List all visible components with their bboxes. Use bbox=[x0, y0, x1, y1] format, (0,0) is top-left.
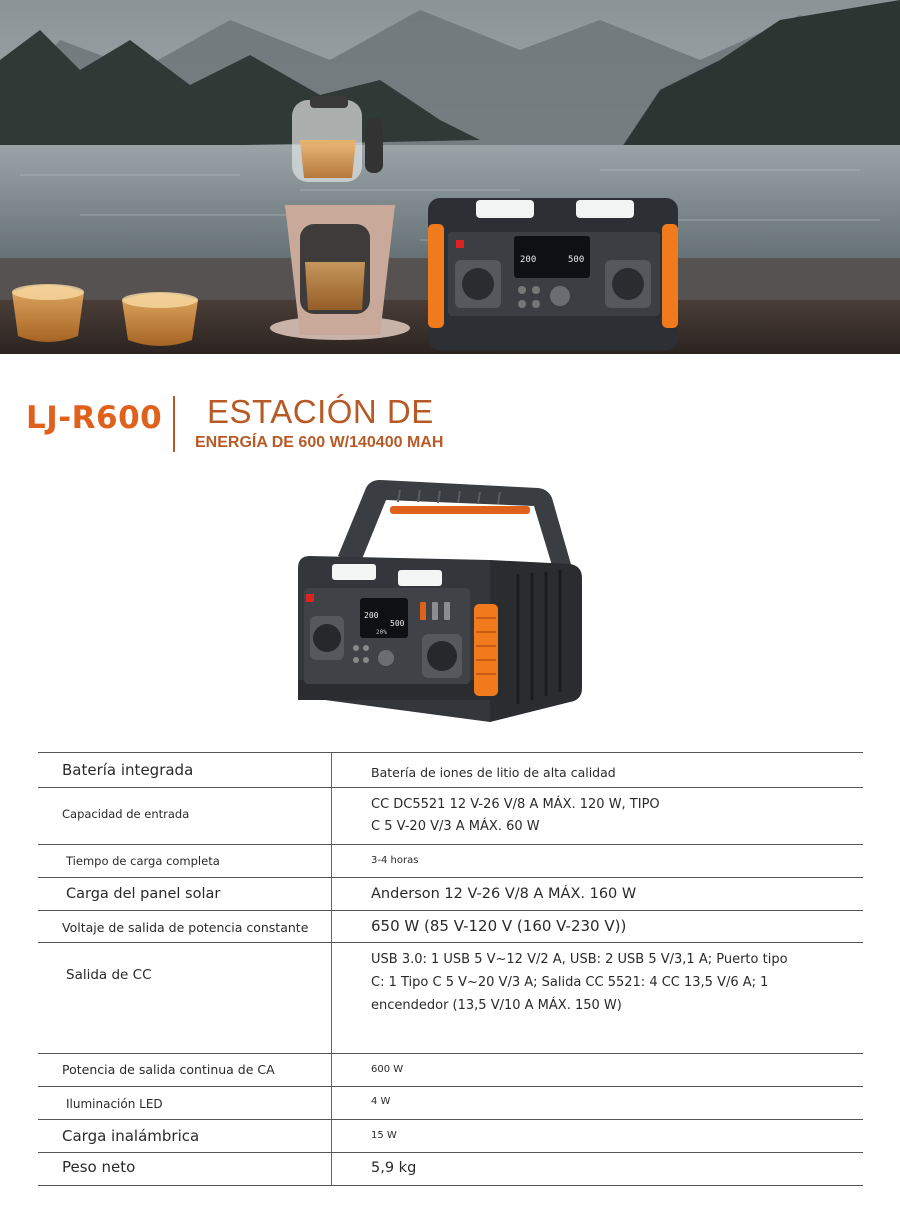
spec-value: 600 W bbox=[371, 1064, 404, 1075]
table-row bbox=[38, 878, 863, 911]
table-row bbox=[38, 1153, 863, 1186]
product-image bbox=[290, 476, 590, 738]
page-title: ESTACIÓN DE bbox=[207, 393, 434, 430]
tea-cup-left bbox=[12, 284, 84, 342]
table-row bbox=[38, 911, 863, 943]
svg-text:20%: 20% bbox=[376, 629, 387, 636]
hero-lake-scene-photo bbox=[0, 0, 900, 354]
hero-power-station bbox=[428, 198, 678, 350]
spec-value: Batería de iones de litio de alta calidad bbox=[371, 765, 616, 780]
spec-label: Potencia de salida continua de CA bbox=[62, 1062, 275, 1077]
spec-label: Voltaje de salida de potencia constante bbox=[62, 920, 309, 935]
spec-value: Anderson 12 V-26 V/8 A MÁX. 160 W bbox=[371, 886, 637, 902]
svg-text:200: 200 bbox=[520, 255, 537, 265]
title-divider bbox=[173, 396, 175, 452]
table-row bbox=[38, 1120, 863, 1153]
tea-cup-right bbox=[122, 292, 198, 346]
spec-label: Peso neto bbox=[62, 1158, 136, 1176]
spec-value: CC DC5521 12 V-26 V/8 A MÁX. 120 W, TIPO C 5 V-20 V/3 A MÁX. 60 W bbox=[371, 797, 660, 835]
spec-table bbox=[38, 752, 863, 1186]
svg-text:500: 500 bbox=[568, 255, 585, 265]
spec-label: Carga inalámbrica bbox=[62, 1127, 200, 1145]
table-row bbox=[38, 845, 863, 878]
spec-value: 650 W (85 V-120 V (160 V-230 V)) bbox=[371, 917, 627, 935]
spec-label: Carga del panel solar bbox=[66, 886, 221, 902]
model-name: LJ-R600 bbox=[26, 400, 163, 436]
spec-value: 15 W bbox=[371, 1130, 397, 1141]
spec-value: USB 3.0: 1 USB 5 V~12 V/2 A, USB: 2 USB 5 V/3,1 A; Puerto tipo C: 1 Tipo C 5 V~20 V/3 A; Salida CC 5521: 4 CC 13,5 V/6 A; 1 encendedor (13,5 V/10 A MÁX. 150 W) bbox=[371, 952, 788, 1013]
spec-value: 4 W bbox=[371, 1096, 391, 1107]
spec-label: Iluminación LED bbox=[66, 1097, 163, 1111]
table-row bbox=[38, 788, 863, 845]
spec-label: Tiempo de carga completa bbox=[66, 854, 220, 868]
svg-text:200: 200 bbox=[364, 611, 379, 620]
spec-label: Capacidad de entrada bbox=[62, 807, 190, 821]
spec-value: 5,9 kg bbox=[371, 1160, 417, 1176]
table-row bbox=[38, 752, 863, 788]
page-subtitle: ENERGÍA DE 600 W/140400 MAH bbox=[195, 434, 444, 451]
svg-text:500: 500 bbox=[390, 619, 405, 628]
spec-label: Salida de CC bbox=[66, 967, 152, 983]
table-row bbox=[38, 1087, 863, 1120]
spec-label: Batería integrada bbox=[62, 761, 194, 779]
table-row bbox=[38, 1054, 863, 1087]
spec-value: 3-4 horas bbox=[371, 855, 419, 866]
table-row bbox=[38, 943, 863, 1054]
